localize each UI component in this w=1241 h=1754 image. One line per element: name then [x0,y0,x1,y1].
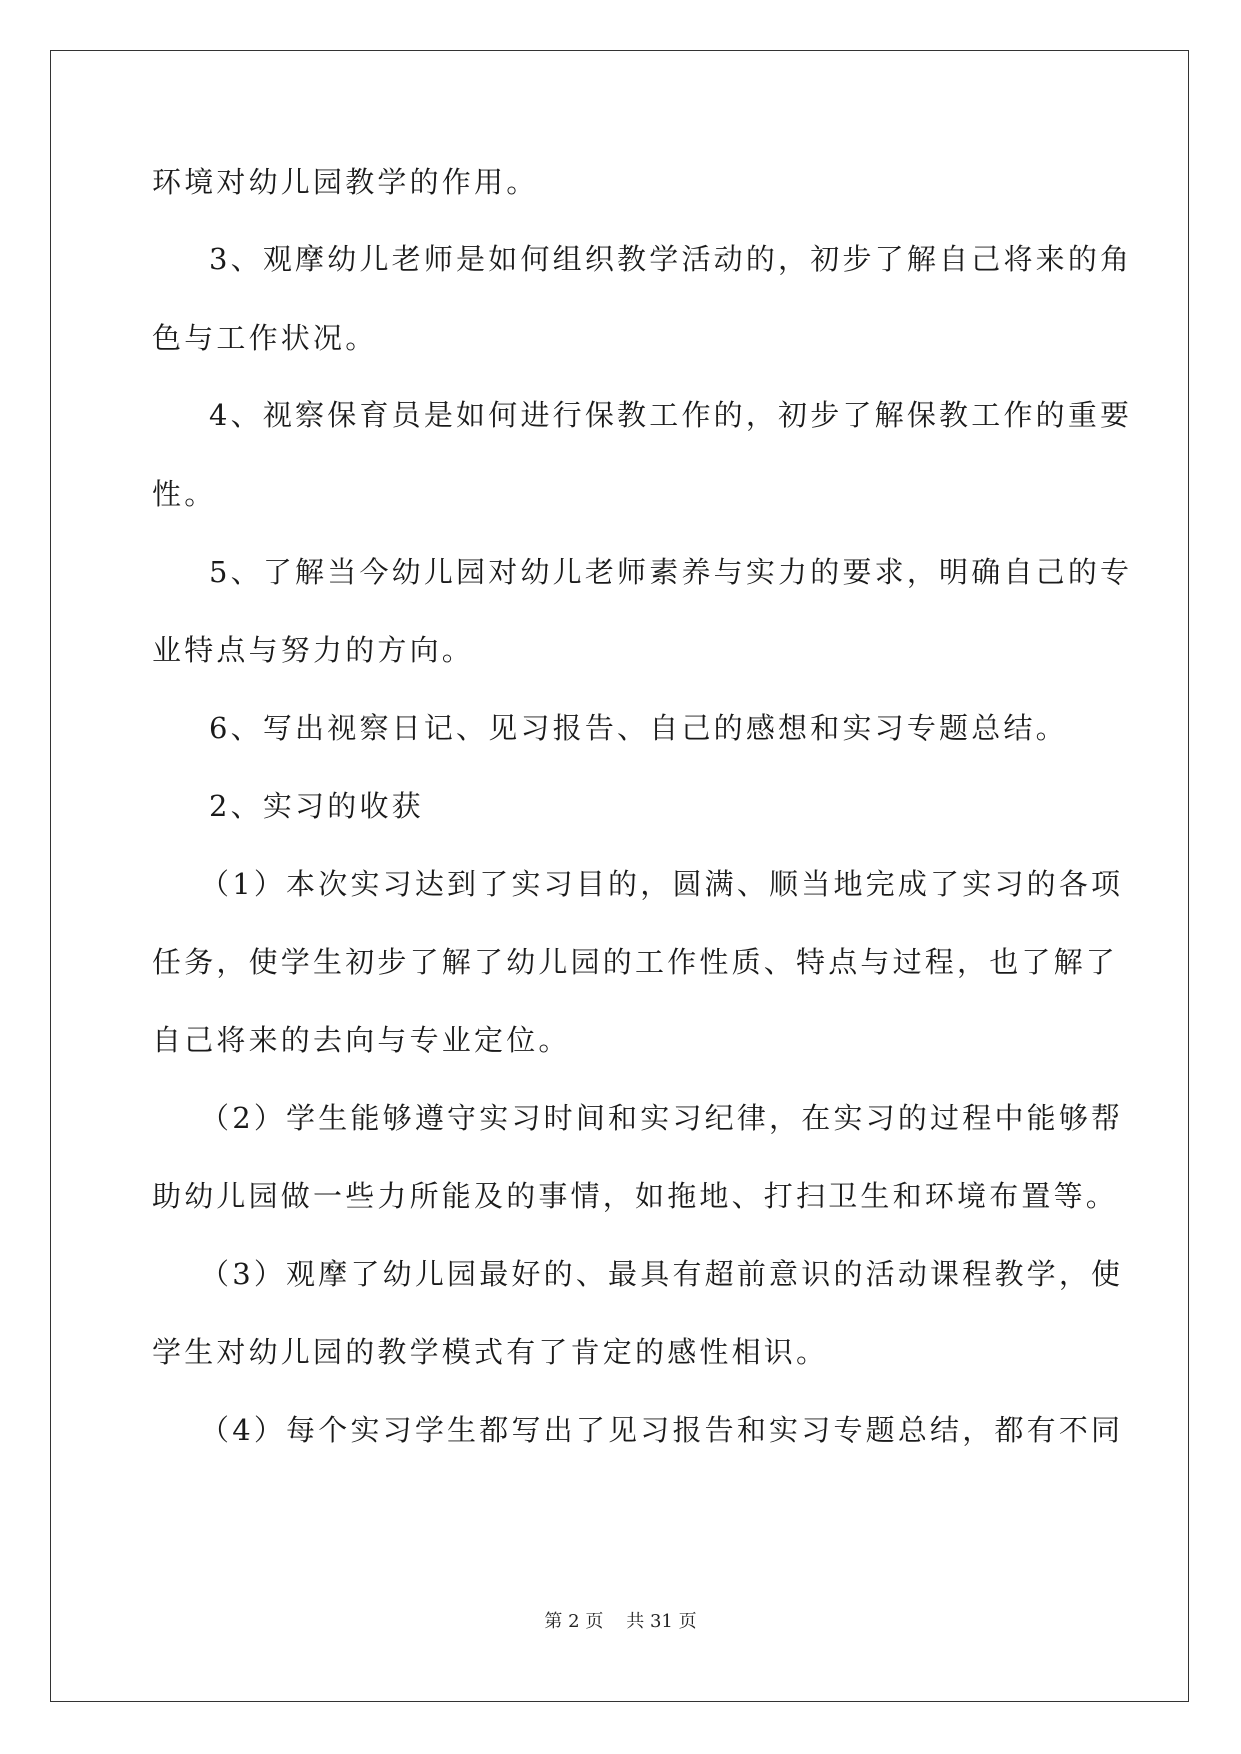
text-line: （4）每个实习学生都写出了见习报告和实习专题总结，都有不同 [200,1413,1124,1447]
text-line: 性。 [152,477,217,511]
text-line: 色与工作状况。 [152,321,378,355]
text-line: 5、了解当今幼儿园对幼儿老师素养与实力的要求，明确自己的专 [209,555,1133,589]
text-line: （2）学生能够遵守实习时间和实习纪律，在实习的过程中能够帮 [200,1101,1124,1135]
text-line: （1）本次实习达到了实习目的，圆满、顺当地完成了实习的各项 [200,867,1124,901]
text-line: 3、观摩幼儿老师是如何组织教学活动的，初步了解自己将来的角 [209,242,1133,276]
text-line: 助幼儿园做一些力所能及的事情，如拖地、打扫卫生和环境布置等。 [152,1179,1119,1213]
page-footer [0,1607,1241,1633]
page-total: 共 31 页 [626,1611,697,1632]
text-line: 学生对幼儿园的教学模式有了肯定的感性相识。 [152,1335,829,1369]
text-line: 任务，使学生初步了解了幼儿园的工作性质、特点与过程，也了解了 [152,945,1119,979]
text-line: 业特点与努力的方向。 [152,633,475,667]
text-line: 4、视察保育员是如何进行保教工作的，初步了解保教工作的重要 [209,398,1133,432]
text-line: 6、写出视察日记、见习报告、自己的感想和实习专题总结。 [209,711,1068,745]
text-line: 2、实习的收获 [209,789,424,823]
text-line: （3）观摩了幼儿园最好的、最具有超前意识的活动课程教学，使 [200,1257,1124,1291]
text-line: 自己将来的去向与专业定位。 [152,1023,571,1057]
page-number: 第 2 页 [544,1611,604,1632]
text-line: 环境对幼儿园教学的作用。 [152,165,539,199]
